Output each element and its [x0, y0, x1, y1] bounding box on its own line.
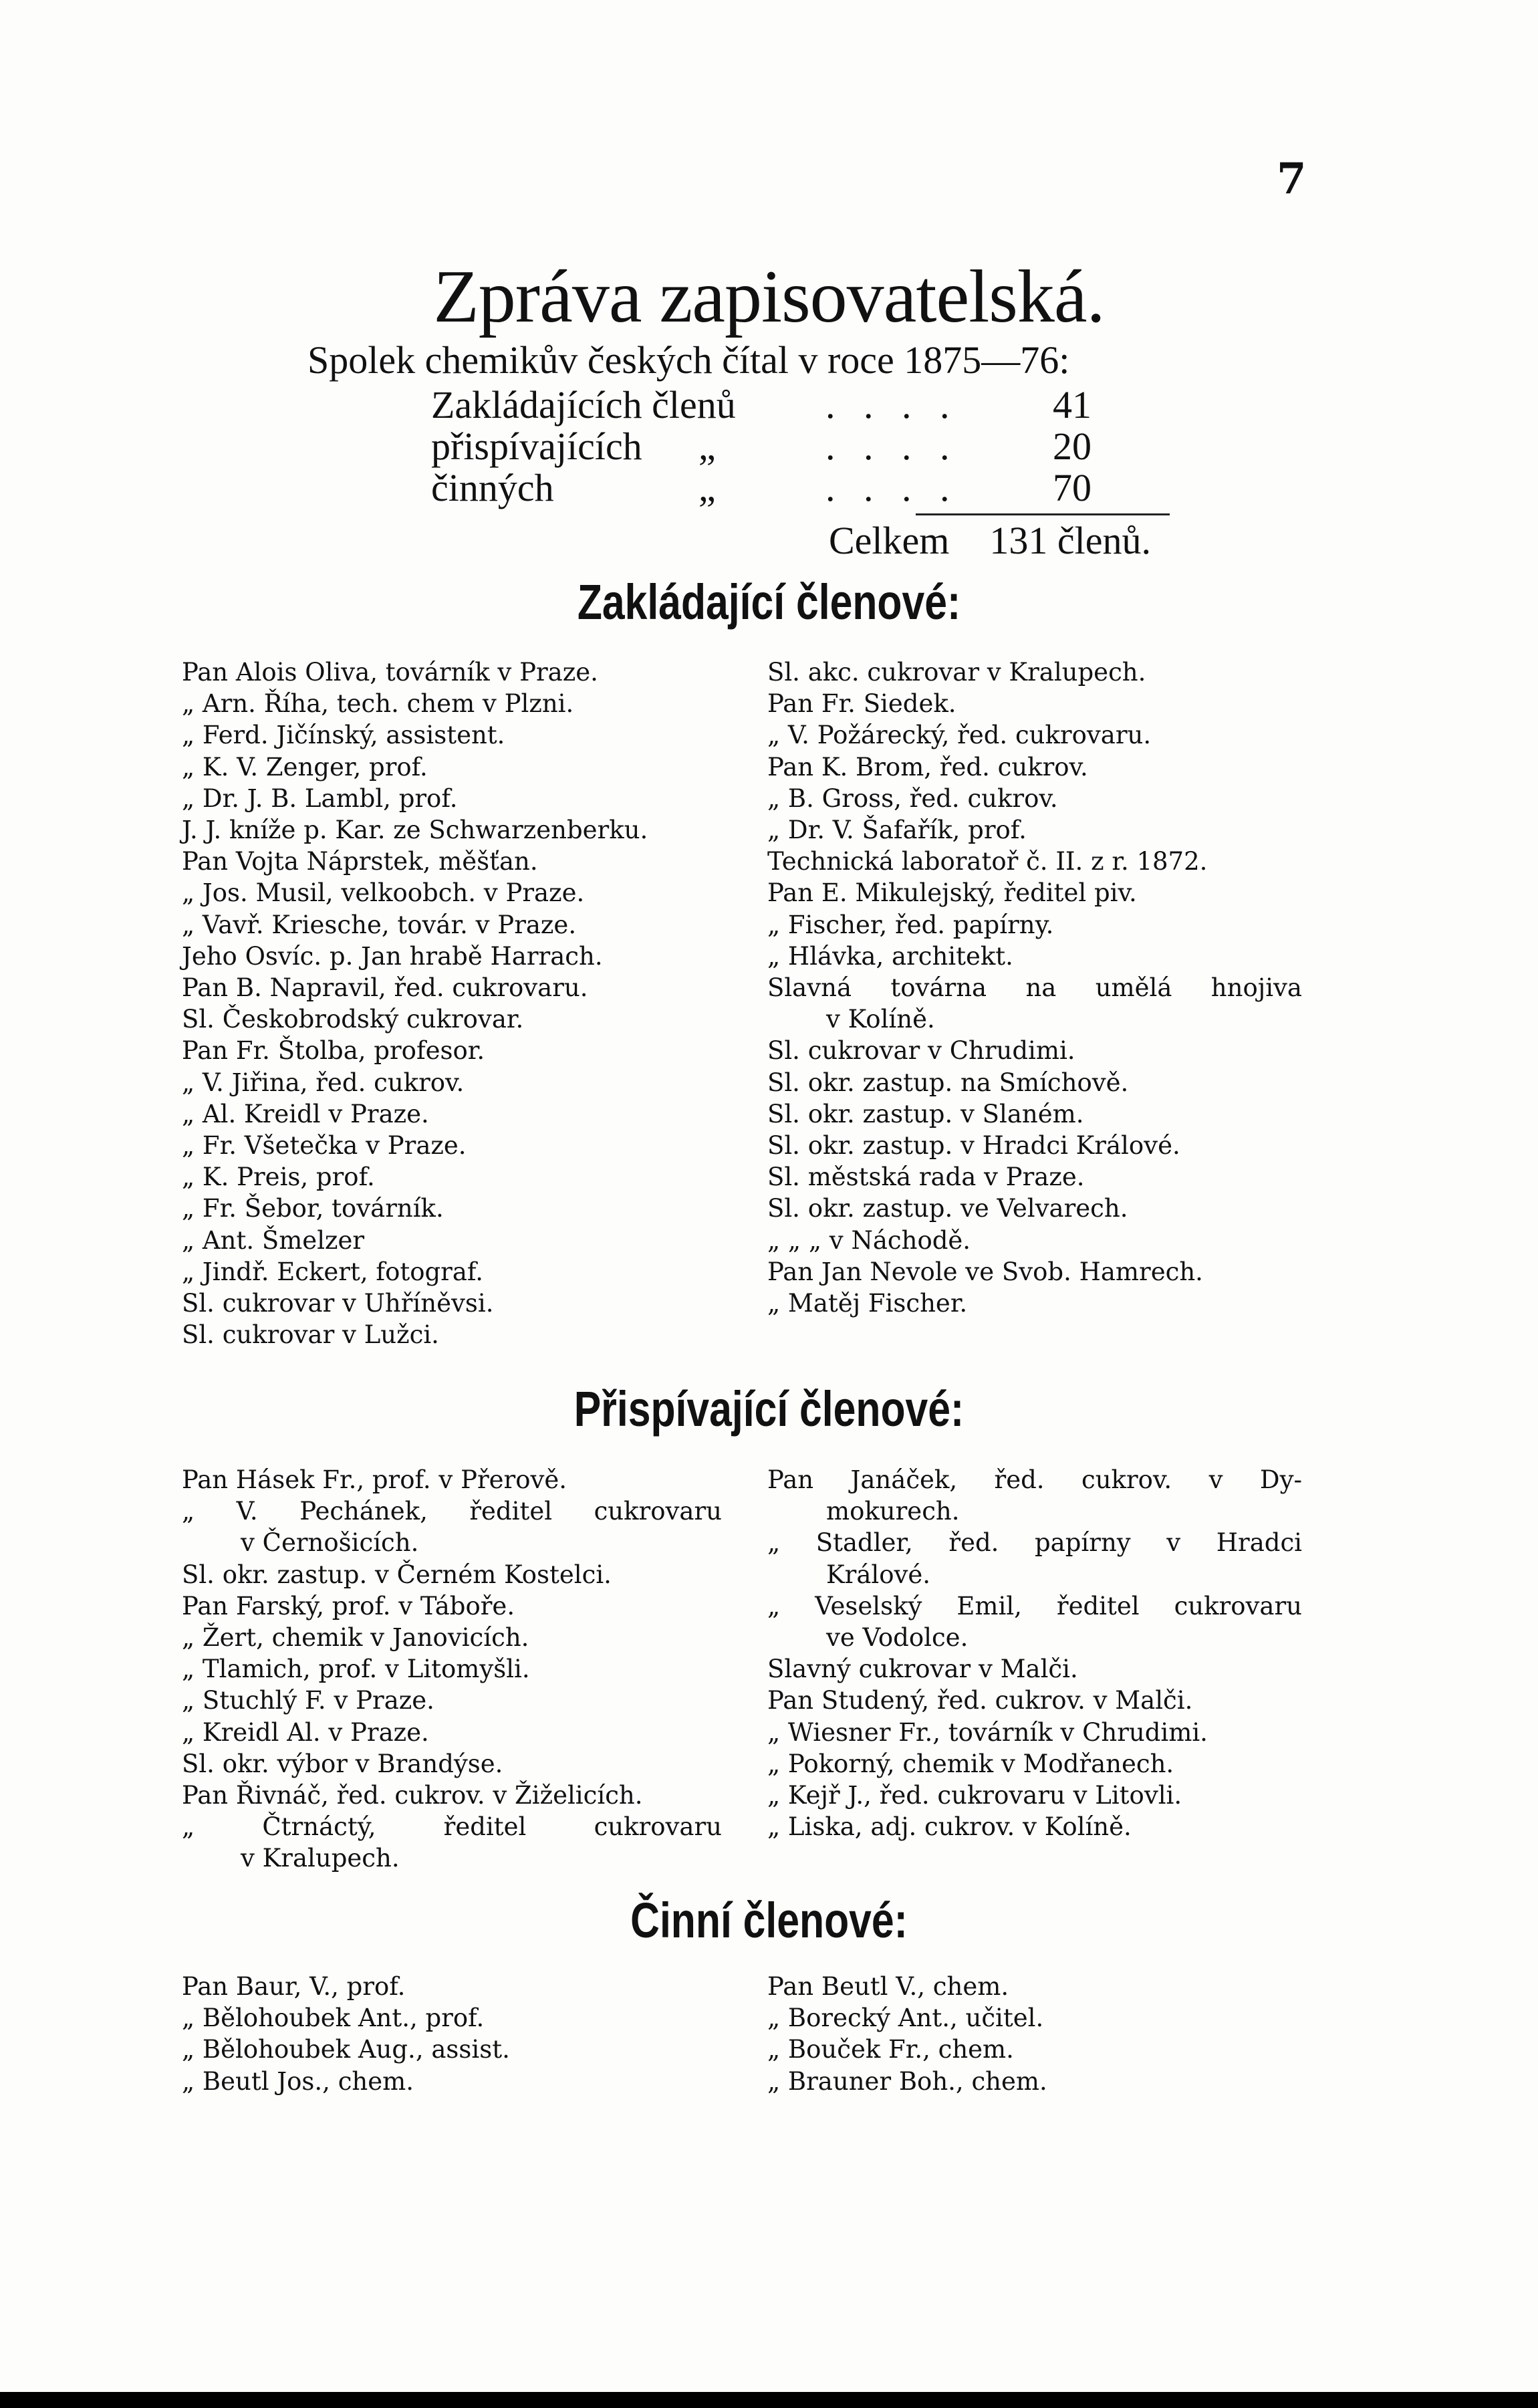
member-text: „ Dr. J. B. Lambl, prof. [182, 784, 458, 813]
scan-edge [0, 2392, 1538, 2408]
member-text: „ K. V. Zenger, prof. [182, 752, 428, 781]
member-text: Sl. okr. zastup. na Smíchově. [767, 1068, 1129, 1097]
member-entry [182, 1780, 722, 1811]
member-entry [767, 1161, 1302, 1193]
stat-value: 20 [1053, 425, 1092, 468]
member-entry [182, 688, 710, 719]
member-entry [767, 656, 1302, 688]
member-entry [767, 1559, 1302, 1590]
member-text: „ Fr. Šebor, továrník. [182, 1194, 444, 1223]
member-entry [182, 1003, 710, 1035]
member-text: Sl. městská rada v Praze. [767, 1163, 1085, 1192]
member-entry [182, 941, 710, 972]
member-entry [182, 1035, 710, 1066]
stats-total [829, 518, 1151, 563]
member-text: „ Ant. Šmelzer [182, 1225, 365, 1255]
stat-ditto: „ [698, 425, 716, 468]
member-text: „ Bouček Fr., chem. [767, 2035, 1014, 2064]
total-value: 131 členů. [989, 519, 1152, 562]
active-members-left [182, 1971, 710, 2097]
stat-dots: . . . . [825, 383, 959, 427]
member-entry [182, 1590, 722, 1622]
section-heading-contributing: Přispívající členové: [573, 1381, 965, 1437]
member-entry [767, 846, 1302, 877]
member-text: „ Veselský Emil, ředitel cukrovaru [767, 1591, 1302, 1620]
member-entry [767, 1685, 1302, 1716]
member-entry [767, 1495, 1302, 1527]
founding-members-left [182, 656, 710, 1350]
member-text: Králové. [826, 1560, 931, 1589]
member-text: „ K. Preis, prof. [182, 1163, 375, 1192]
membership-stats [431, 382, 1166, 507]
member-text: „ Stadler, řed. papírny v Hradci [767, 1528, 1302, 1558]
member-text: „ V. Pechánek, ředitel cukrovaru [182, 1497, 722, 1526]
member-entry [767, 1811, 1302, 1842]
member-text: „ Vavř. Kriesche, továr. v Praze. [182, 910, 577, 939]
stat-label: Zakládajících členů [431, 383, 736, 427]
member-text: Sl. okr. zastup. ve Velvarech. [767, 1194, 1128, 1223]
member-text: v Kralupech. [241, 1844, 400, 1873]
member-text: „ Ferd. Jičínský, assistent. [182, 721, 505, 750]
stat-ditto: „ [698, 466, 716, 509]
member-entry [182, 1193, 710, 1224]
member-text: Pan Alois Oliva, továrník v Praze. [182, 658, 598, 687]
member-text: ve Vodolce. [826, 1623, 969, 1653]
member-entry [767, 1035, 1302, 1066]
member-entry [767, 2034, 1302, 2065]
member-text: „ V. Jiřina, řed. cukrov. [182, 1068, 465, 1097]
member-entry [767, 751, 1302, 783]
member-text: „ Brauner Boh., chem. [767, 2066, 1047, 2096]
page-title: Zpráva zapisovatelská. [433, 255, 1105, 338]
member-entry [767, 1717, 1302, 1748]
member-text: Pan Janáček, řed. cukrov. v Dy- [767, 1465, 1302, 1494]
member-entry [767, 1193, 1302, 1224]
member-entry [182, 814, 710, 846]
member-entry [182, 1495, 722, 1527]
member-entry [767, 2002, 1302, 2034]
member-text: Sl. okr. výbor v Brandýse. [182, 1749, 503, 1778]
member-text: Sl. okr. zastup. v Slaném. [767, 1099, 1084, 1128]
member-entry [182, 1717, 722, 1748]
member-text: mokurech. [826, 1497, 960, 1526]
member-entry [182, 1161, 710, 1193]
section-heading-founding: Zakládající členové: [577, 574, 961, 630]
member-entry [182, 1288, 710, 1319]
member-entry [767, 1130, 1302, 1161]
member-entry [767, 1971, 1302, 2002]
member-entry [767, 1067, 1302, 1098]
member-text: Pan Vojta Náprstek, měšťan. [182, 847, 538, 876]
stat-dots: . . . . [825, 466, 959, 509]
member-text: Pan Jan Nevole ve Svob. Hamrech. [767, 1257, 1203, 1286]
member-entry [182, 751, 710, 783]
member-text: „ Dr. V. Šafařík, prof. [767, 816, 1027, 845]
member-text: „ Arn. Říha, tech. chem v Plzni. [182, 689, 574, 719]
section-heading-active: Činní členové: [630, 1893, 908, 1948]
member-entry [182, 1653, 722, 1685]
member-entry [767, 1590, 1302, 1622]
member-text: „ Bělohoubek Aug., assist. [182, 2035, 510, 2064]
contributing-members-right [767, 1464, 1302, 1842]
member-entry [767, 814, 1302, 846]
member-entry [767, 1464, 1302, 1495]
member-entry [182, 2034, 710, 2065]
active-members-right [767, 1971, 1302, 2097]
member-entry [182, 1067, 710, 1098]
member-text: v Černošicích. [241, 1528, 419, 1558]
member-text: „ Borecký Ant., učitel. [767, 2004, 1044, 2033]
member-text: Sl. cukrovar v Uhříněvsi. [182, 1289, 494, 1318]
member-entry [182, 1748, 722, 1780]
member-entry [767, 1780, 1302, 1811]
sum-underline [916, 513, 1170, 515]
member-text: „ Al. Kreidl v Praze. [182, 1099, 429, 1128]
member-entry [182, 1559, 722, 1590]
member-entry [182, 1319, 710, 1350]
member-text: „ Wiesner Fr., továrník v Chrudimi. [767, 1717, 1208, 1747]
member-text: „ Kreidl Al. v Praze. [182, 1717, 429, 1747]
member-entry [182, 1811, 722, 1842]
member-entry [182, 1130, 710, 1161]
member-entry [182, 1527, 722, 1558]
stat-label: činných [431, 466, 554, 509]
member-text: „ Žert, chemik v Janovicích. [182, 1623, 529, 1653]
member-text: „ B. Gross, řed. cukrov. [767, 784, 1058, 813]
member-entry [767, 1622, 1302, 1653]
member-text: Sl. akc. cukrovar v Kralupech. [767, 658, 1146, 687]
member-entry [182, 1098, 710, 1130]
stat-row [431, 465, 1166, 507]
member-text: „ Tlamich, prof. v Litomyšli. [182, 1655, 530, 1684]
member-text: v Kolíně. [826, 1005, 935, 1034]
member-text: „ Stuchlý F. v Praze. [182, 1686, 434, 1715]
member-text: „ Pokorný, chemik v Modřanech. [767, 1749, 1174, 1778]
member-entry [182, 2066, 710, 2097]
member-entry [182, 656, 710, 688]
member-text: Sl. cukrovar v Lužci. [182, 1320, 439, 1350]
member-text: Sl. okr. zastup. v Černém Kostelci. [182, 1560, 612, 1589]
member-text: „ Jos. Musil, velkoobch. v Praze. [182, 878, 585, 908]
member-text: Pan Studený, řed. cukrov. v Malči. [767, 1686, 1193, 1715]
member-entry [767, 1653, 1302, 1685]
member-text: „ Bělohoubek Ant., prof. [182, 2004, 485, 2033]
member-entry [767, 1527, 1302, 1558]
member-text: Pan E. Mikulejský, ředitel piv. [767, 878, 1137, 908]
member-text: Sl. Českobrodský cukrovar. [182, 1005, 524, 1034]
member-text: Technická laboratoř č. II. z r. 1872. [767, 847, 1208, 876]
member-entry [767, 783, 1302, 814]
member-text: J. J. kníže p. Kar. ze Schwarzenberku. [182, 816, 648, 845]
member-text: Pan K. Brom, řed. cukrov. [767, 752, 1088, 781]
member-entry [182, 877, 710, 909]
member-text: Pan Fr. Siedek. [767, 689, 956, 719]
member-entry [182, 1842, 722, 1874]
stat-value: 41 [1053, 383, 1092, 427]
member-text: Pan Fr. Štolba, profesor. [182, 1036, 485, 1066]
member-entry [767, 1748, 1302, 1780]
member-text: „ Matěj Fischer. [767, 1289, 968, 1318]
member-text: Pan Farský, prof. v Táboře. [182, 1591, 515, 1620]
stat-row [431, 424, 1166, 468]
stat-label: přispívajících [431, 425, 642, 468]
member-text: „ Jindř. Eckert, fotograf. [182, 1257, 484, 1286]
member-text: Sl. okr. zastup. v Hradci Králové. [767, 1131, 1180, 1161]
member-entry [767, 1288, 1302, 1319]
member-entry [182, 1256, 710, 1288]
member-text: „ Čtrnáctý, ředitel cukrovaru [182, 1812, 722, 1842]
total-label: Celkem [829, 519, 950, 562]
member-text: „ Beutl Jos., chem. [182, 2066, 414, 2096]
member-entry [182, 1685, 722, 1716]
member-text: „ „ „ v Náchodě. [767, 1225, 971, 1255]
member-entry [767, 941, 1302, 972]
member-text: „ Kejř J., řed. cukrovaru v Litovli. [767, 1781, 1182, 1810]
member-entry [767, 1225, 1302, 1256]
member-text: Pan Baur, V., prof. [182, 1972, 406, 2001]
member-entry [182, 1622, 722, 1653]
page-number: 7 [1277, 154, 1307, 204]
member-entry [182, 1225, 710, 1256]
member-entry [767, 972, 1302, 1003]
member-entry [182, 719, 710, 751]
member-text: Pan Hásek Fr., prof. v Přerově. [182, 1465, 567, 1494]
member-text: Sl. cukrovar v Chrudimi. [767, 1036, 1075, 1066]
stat-value: 70 [1053, 466, 1092, 509]
member-entry [767, 1256, 1302, 1288]
member-text: Jeho Osvíc. p. Jan hrabě Harrach. [182, 941, 603, 971]
member-text: Slavný cukrovar v Malči. [767, 1655, 1078, 1684]
member-entry [767, 688, 1302, 719]
member-entry [767, 1098, 1302, 1130]
founding-members-right [767, 656, 1302, 1319]
member-entry [767, 877, 1302, 909]
member-entry [767, 2066, 1302, 2097]
member-entry [182, 972, 710, 1003]
member-entry [182, 2002, 710, 2034]
member-entry [182, 783, 710, 814]
stat-row [431, 382, 1166, 427]
member-text: Pan Řivnáč, řed. cukrov. v Žiželicích. [182, 1781, 643, 1810]
contributing-members-left [182, 1464, 722, 1875]
member-entry [767, 719, 1302, 751]
member-entry [767, 909, 1302, 941]
member-text: „ V. Požárecký, řed. cukrovaru. [767, 721, 1152, 750]
member-text: „ Fr. Všetečka v Praze. [182, 1131, 467, 1161]
member-entry [182, 1971, 710, 2002]
member-text: „ Fischer, řed. papírny. [767, 910, 1054, 939]
member-text: Slavná továrna na umělá hnojiva [767, 973, 1302, 1003]
member-entry [182, 1464, 722, 1495]
stat-dots: . . . . [825, 425, 959, 468]
subtitle: Spolek chemikův českých čítal v roce 1875—76: [307, 338, 1070, 382]
member-entry [182, 846, 710, 877]
member-text: „ Liska, adj. cukrov. v Kolíně. [767, 1812, 1132, 1842]
member-entry [767, 1003, 1302, 1035]
member-text: Pan B. Napravil, řed. cukrovaru. [182, 973, 588, 1003]
member-entry [182, 909, 710, 941]
member-text: Pan Beutl V., chem. [767, 1972, 1009, 2001]
member-text: „ Hlávka, architekt. [767, 941, 1013, 971]
